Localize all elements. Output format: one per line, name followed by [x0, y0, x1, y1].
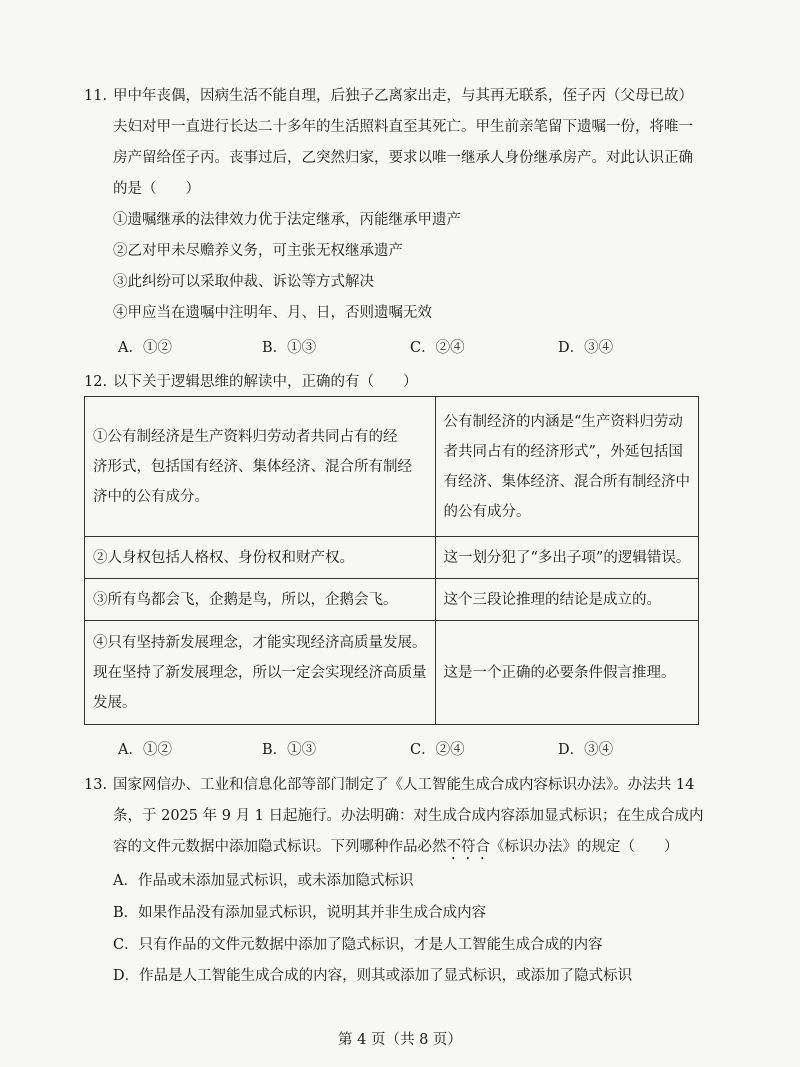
q13-line-2: 条，于 2025 年 9 月 1 日起施行。办法明确：对生成合成内容添加显式标识；在生成合成内	[113, 808, 704, 824]
q12-number: 12.	[84, 374, 108, 390]
cell-text: ④只有坚持新发展理念，才能实现经济高质量发展。	[93, 634, 427, 651]
cell-text: 者共同占有的经济形式”，外延包括国	[443, 443, 683, 460]
q11-line-4: 的是（ ）	[113, 181, 200, 197]
cell-text: 的公有成分。	[443, 503, 531, 520]
cell-text: 现在坚持了新发展理念，所以一定会实现经济高质量	[93, 664, 427, 681]
page-footer: 第 4 页（共 8 页）	[338, 1032, 462, 1048]
q12-option-a: A．①②	[118, 742, 172, 758]
q13-line-1: 国家网信办、工业和信息化部等部门制定了《人工智能生成合成内容标识办法》。办法共 14	[113, 777, 695, 793]
cell-text: 公有制经济的内涵是“生产资料归劳动	[443, 413, 683, 430]
q11-number: 11.	[84, 88, 108, 104]
q11-line-1: 甲中年丧偶，因病生活不能自理，后独子乙离家出走，与其再无联系，侄子丙（父母已故）	[113, 88, 693, 104]
table-row	[85, 537, 699, 579]
q11-item-2: ②乙对甲未尽赡养义务，可主张无权继承遗产	[113, 243, 403, 259]
table-cell-interpretation	[435, 397, 699, 537]
table-row	[85, 579, 699, 621]
q11-option-b: B．①③	[262, 340, 317, 356]
cell-text: ②人身权包括人格权、身份权和财产权。	[93, 549, 354, 566]
table-cell-interpretation	[435, 537, 699, 579]
q13-option-b: B．如果作品没有添加显式标识，说明其并非生成合成内容	[113, 905, 487, 921]
q13-option-a: A．作品或未添加显式标识，或未添加隐式标识	[113, 873, 414, 889]
q11-item-1: ①遗嘱继承的法律效力优于法定继承，丙能继承甲遗产	[113, 212, 461, 228]
table-cell-statement	[85, 537, 436, 579]
q11-line-2: 夫妇对甲一直进行长达二十多年的生活照料直至其死亡。甲生前亲笔留下遗嘱一份，将唯一	[113, 119, 693, 135]
cell-text: 济中的公有成分。	[93, 488, 209, 505]
cell-text: ③所有鸟都会飞，企鹅是鸟，所以，企鹅会飞。	[93, 591, 398, 608]
q13-number: 13.	[84, 777, 108, 793]
table-row	[85, 397, 699, 537]
q13-emphasis: 不符合	[446, 839, 490, 855]
q12-option-c: C．②④	[410, 742, 465, 758]
q11-option-a: A．①②	[118, 340, 172, 356]
q12-stem: 以下关于逻辑思维的解读中，正确的有（ ）	[113, 374, 418, 390]
table-cell-statement	[85, 397, 436, 537]
cell-text: 这个三段论推理的结论是成立的。	[443, 591, 661, 608]
q11-item-4: ④甲应当在遗嘱中注明年、月、日，否则遗嘱无效	[113, 305, 432, 321]
cell-text: 这是一个正确的必要条件假言推理。	[443, 664, 676, 681]
q12-option-d: D．③④	[558, 742, 614, 758]
cell-text: ①公有制经济是生产资料归劳动者共同占有的经	[93, 428, 398, 445]
q13-option-d: D．作品是人工智能生成合成的内容，则其或添加了显式标识，或添加了隐式标识	[113, 968, 633, 984]
logic-table	[84, 396, 699, 725]
q11-option-c: C．②④	[410, 340, 465, 356]
cell-text: 济形式，包括国有经济、集体经济、混合所有制经	[93, 458, 412, 475]
table-cell-statement	[85, 579, 436, 621]
table-cell-statement	[85, 621, 436, 725]
table-cell-interpretation	[435, 621, 699, 725]
q13-line-3-head: 容的文件元数据中添加隐式标识。下列哪种作品必然	[113, 839, 447, 855]
q11-line-3: 房产留给侄子丙。丧事过后，乙突然归家，要求以唯一继承人身份继承房产。对此认识正确	[113, 150, 693, 166]
q13-line-3-tail: 《标识办法》的规定（ ）	[490, 839, 679, 855]
table-row	[85, 621, 699, 725]
table-cell-interpretation	[435, 579, 699, 621]
q13-line-3	[113, 837, 679, 863]
cell-text: 有经济、集体经济、混合所有制经济中	[443, 473, 690, 490]
q13-option-c: C．只有作品的文件元数据中添加了隐式标识，才是人工智能生成合成的内容	[113, 937, 603, 953]
cell-text: 发展。	[93, 694, 137, 711]
q12-option-b: B．①③	[262, 742, 317, 758]
cell-text: 这一划分犯了“多出子项”的逻辑错误。	[443, 549, 691, 566]
q11-item-3: ③此纠纷可以采取仲裁、诉讼等方式解决	[113, 274, 374, 290]
q11-option-d: D．③④	[558, 340, 614, 356]
